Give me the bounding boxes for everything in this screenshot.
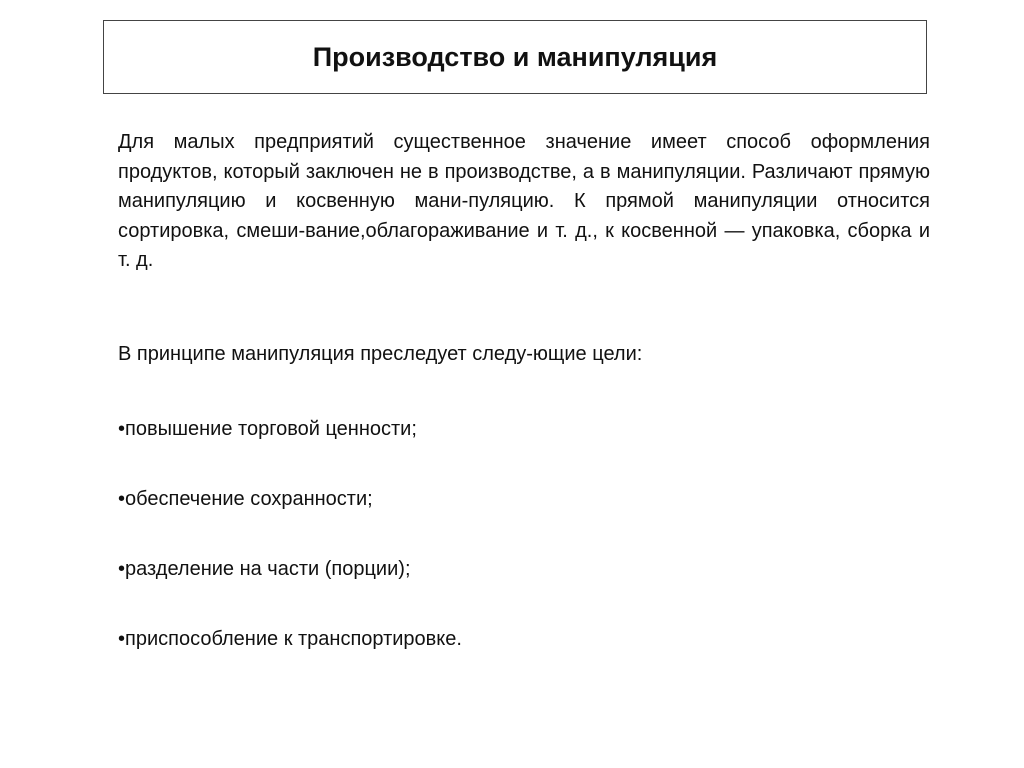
- bullet-text: приспособление к транспортировке.: [125, 628, 462, 650]
- bullet-item: [118, 628, 462, 651]
- bullet-text: обеспечение сохранности;: [125, 488, 373, 510]
- bullet-marker: •: [118, 488, 126, 510]
- slide-title: Производство и манипуляция: [312, 41, 718, 72]
- bullet-item: [118, 558, 411, 581]
- goals-lead-text: В принципе манипуляция преследует следу-ющие цели:: [118, 343, 643, 365]
- slide-body: [118, 128, 930, 276]
- bullet-marker: •: [118, 418, 126, 440]
- bullet-text: разделение на части (порции);: [125, 558, 411, 580]
- title-box: [103, 20, 927, 94]
- intro-paragraph: Для малых предприятий существенное значение имеет способ оформления продуктов, который заключен не в производстве, а в манипуляции. Различают прямую манипуляцию и косвенную мани-пуляцию. К прямой манипуляции относится сортировка, смеши-вание,облагораживание и т. д., к косвенной — упаковка, сборка и т. д.: [118, 131, 930, 271]
- bullet-marker: •: [118, 628, 126, 650]
- bullet-marker: •: [118, 558, 126, 580]
- bullet-item: [118, 488, 373, 511]
- bullet-item: [118, 418, 417, 441]
- bullet-text: повышение торговой ценности;: [125, 418, 417, 440]
